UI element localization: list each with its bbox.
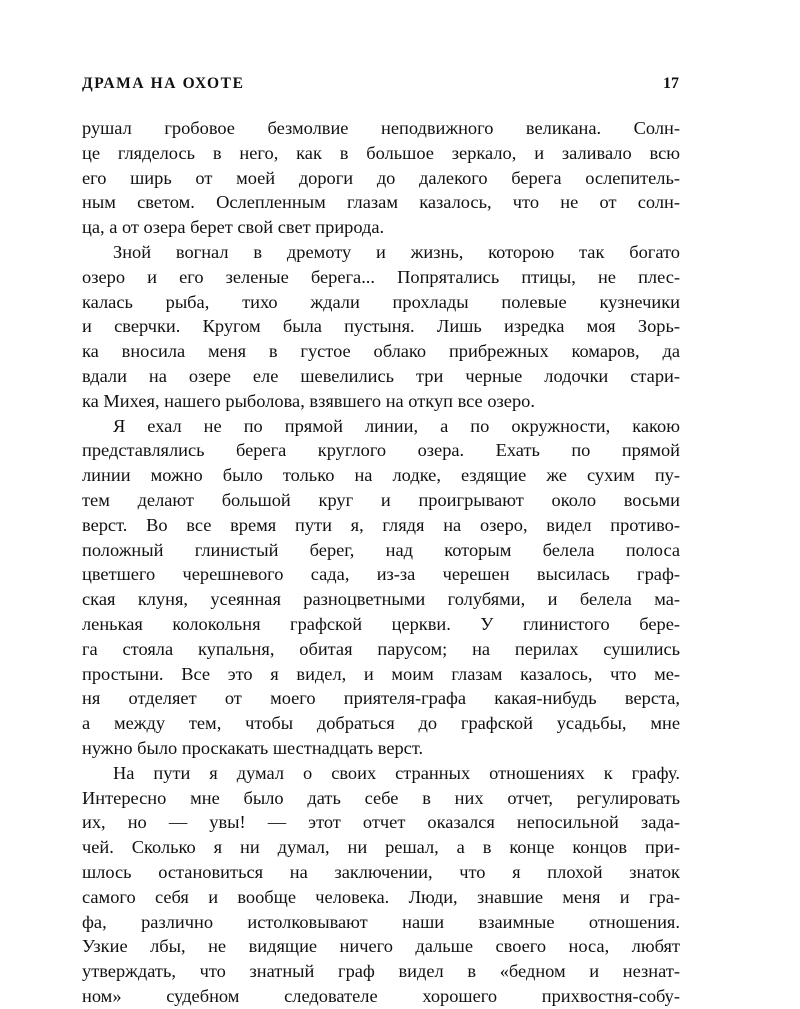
text-line: Узкие лбы, не видящие ничего дальше своего носа, любят	[82, 936, 680, 957]
text-line: самого себя и вообще человека. Люди, знавшие меня и гра-	[82, 886, 680, 907]
text-line: рушал гробовое безмолвие неподвижного великана. Солн-	[82, 118, 680, 138]
text-line: тем делают большой круг и проигрывают около восьми	[82, 489, 680, 510]
paragraph-4	[82, 761, 680, 1009]
text-line: озеро и его зеленые берега... Попрятались птицы, не плес-	[82, 266, 680, 287]
text-line: и сверчки. Кругом была пустыня. Лишь изредка моя Зорь-	[82, 316, 680, 337]
text-line: фа, различно истолковывают наши взаимные отношения.	[82, 911, 680, 932]
text-line: положный глинистый берег, над которым белела полоса	[82, 539, 680, 560]
text-line: представлялись берега круглого озера. Ехать по прямой	[82, 440, 680, 461]
text-line: простыни. Все это я видел, и моим глазам казалось, что ме-	[82, 663, 680, 684]
text-line: его ширь от моей дороги до далекого берега ослепитель-	[82, 167, 680, 188]
page-number: 17	[663, 75, 679, 92]
text-line: их, но — увы! — этот отчет оказался непосильной зада-	[82, 812, 680, 833]
text-line: Я ехал не по прямой линии, а по окружности, какою	[113, 415, 680, 436]
text-line: це гляделось в него, как в большое зеркало, и заливало всю	[82, 142, 680, 163]
text-line: ская клуня, усеянная разноцветными голубями, и белела ма-	[82, 589, 680, 610]
text-line: ном» судебном следователе хорошего прихвостня-собу-	[82, 985, 680, 1006]
paragraph-2	[82, 240, 680, 414]
text-line: чей. Сколько я ни думал, ни решал, а в конце концов при-	[82, 837, 680, 858]
text-line: га стояла купальня, обитая парусом; на перилах сушились	[82, 638, 680, 659]
text-line: верст. Во все время пути я, глядя на озеро, видел противо-	[82, 514, 680, 535]
text-line: вдали на озере еле шевелились три черные лодочки стари-	[82, 365, 680, 386]
text-line: ным светом. Ослепленным глазам казалось, что не от солн-	[82, 192, 680, 213]
text-line: ня отделяет от моего приятеля-графа какая-нибудь верста,	[82, 688, 680, 709]
text-body	[82, 116, 680, 1009]
text-line: нужно было проскакать шестнадцать верст.	[82, 737, 424, 758]
text-line: цветшего черешневого сада, из-за черешен высилась граф-	[82, 564, 680, 585]
text-line: утверждать, что знатный граф видел в «бедном и незнат-	[82, 961, 680, 982]
text-line: ца, а от озера берет свой свет природа.	[82, 217, 385, 238]
text-line: ка Михея, нашего рыболова, взявшего на откуп все озеро.	[82, 390, 535, 411]
text-line: ка вносила меня в густое облако прибрежных комаров, да	[82, 341, 680, 362]
text-line: шлось остановиться на заключении, что я плохой знаток	[82, 861, 680, 882]
text-line: Зной вогнал в дремоту и жизнь, которою так богато	[113, 241, 680, 262]
text-line: Интересно мне было дать себе в них отчет, регулировать	[82, 787, 680, 808]
text-line: а между тем, чтобы добраться до графской усадьбы, мне	[82, 713, 680, 734]
text-line: линии можно было только на лодке, ездящие же сухим пу-	[82, 465, 680, 486]
running-header	[82, 75, 679, 95]
text-line: На пути я думал о своих странных отношениях к графу.	[113, 762, 680, 783]
running-title: ДРАМА НА ОХОТЕ	[82, 75, 245, 92]
paragraph-3	[82, 414, 680, 761]
text-line: ленькая колокольня графской церкви. У глинистого бере-	[82, 613, 680, 634]
text-line: калась рыба, тихо ждали прохлады полевые кузнечики	[82, 291, 680, 312]
paragraph-1	[82, 116, 680, 240]
